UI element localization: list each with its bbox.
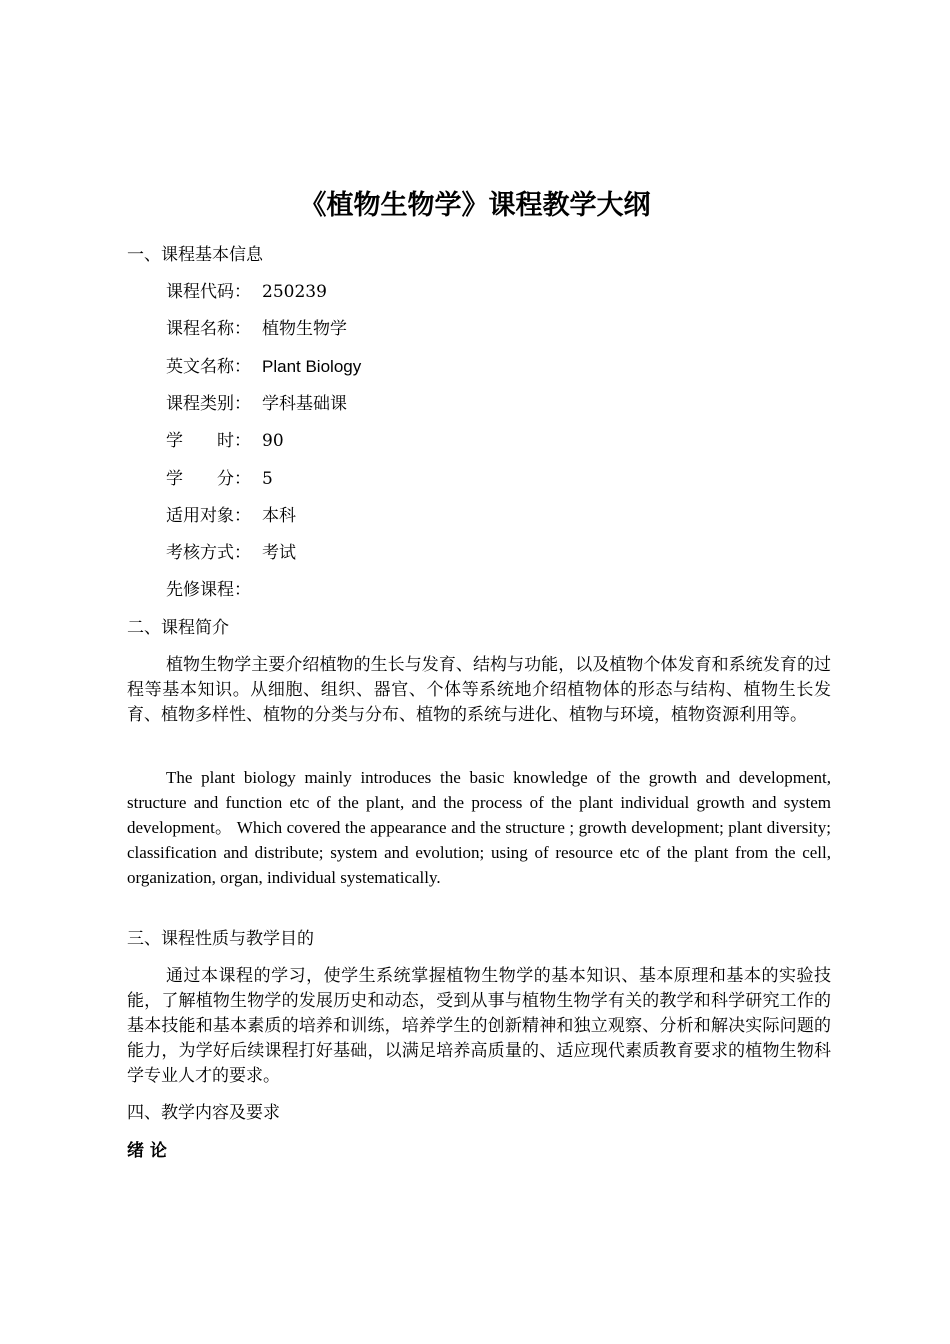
info-value: 植物生物学 bbox=[262, 319, 347, 339]
subheading-introduction: 绪 论 bbox=[127, 1141, 167, 1161]
info-label: 先修课程： bbox=[166, 580, 251, 600]
info-value: 90 bbox=[262, 431, 284, 451]
info-value: 学科基础课 bbox=[262, 394, 347, 414]
introduction-paragraph-english: The plant biology mainly introduces the basic knowledge of the growth and development, structure and function etc of the plant, and the process of the plant individual growth and system development。 Which covered the appearance and the structure ; growth development; plant diversity; classification and distribute; system and evolution; using of resource etc of the plant from the cell, organization, organ, individual systematically. bbox=[127, 768, 831, 887]
info-row-prerequisites bbox=[166, 578, 262, 602]
info-row-credits bbox=[166, 467, 273, 491]
info-label: 课程代码： bbox=[166, 282, 251, 302]
info-value: 本科 bbox=[262, 506, 296, 526]
info-value: 250239 bbox=[262, 282, 327, 302]
info-label: 课程名称： bbox=[166, 319, 251, 339]
nature-purpose-paragraph: 通过本课程的学习，使学生系统掌握植物生物学的基本知识、基本原理和基本的实验技能，了解植物生物学的发展历史和动态，受到从事与植物生物学有关的教学和科学研究工作的基本技能和基本素质的培养和训练，培养学生的创新精神和独立观察、分析和解决实际问题的能力，为学好后续课程打好基础，以满足培养高质量的、适应现代素质教育要求的植物生物科学专业人才的要求。 bbox=[127, 966, 831, 1086]
info-row-course-name bbox=[166, 317, 347, 341]
info-label: 学 时： bbox=[166, 431, 251, 451]
section-heading-nature-purpose: 三、课程性质与教学目的 bbox=[127, 929, 314, 949]
info-row-audience bbox=[166, 504, 296, 528]
section-heading-basic-info: 一、课程基本信息 bbox=[127, 245, 263, 265]
info-row-assessment bbox=[166, 541, 296, 565]
info-label: 考核方式： bbox=[166, 543, 251, 563]
info-label: 学 分： bbox=[166, 469, 251, 489]
info-row-english-name bbox=[166, 355, 361, 379]
introduction-paragraph-chinese: 植物生物学主要介绍植物的生长与发育、结构与功能，以及植物个体发育和系统发育的过程等基本知识。从细胞、组织、器官、个体等系统地介绍植物体的形态与结构、植物生长发育、植物多样性、植物的分类与分布、植物的系统与进化、植物与环境，植物资源利用等。 bbox=[127, 655, 831, 725]
info-value: 5 bbox=[262, 469, 273, 489]
section-heading-teaching-content: 四、教学内容及要求 bbox=[127, 1103, 280, 1123]
info-label: 适用对象： bbox=[166, 506, 251, 526]
info-value: 考试 bbox=[262, 543, 296, 563]
info-row-course-category bbox=[166, 392, 347, 416]
document-title: 《植物生物学》课程教学大纲 bbox=[299, 190, 651, 221]
section-heading-introduction: 二、课程简介 bbox=[127, 618, 229, 638]
info-label: 课程类别： bbox=[166, 394, 251, 414]
info-row-course-code bbox=[166, 280, 327, 304]
info-row-hours bbox=[166, 429, 284, 453]
info-label: 英文名称： bbox=[166, 357, 251, 377]
info-value: Plant Biology bbox=[262, 357, 362, 376]
